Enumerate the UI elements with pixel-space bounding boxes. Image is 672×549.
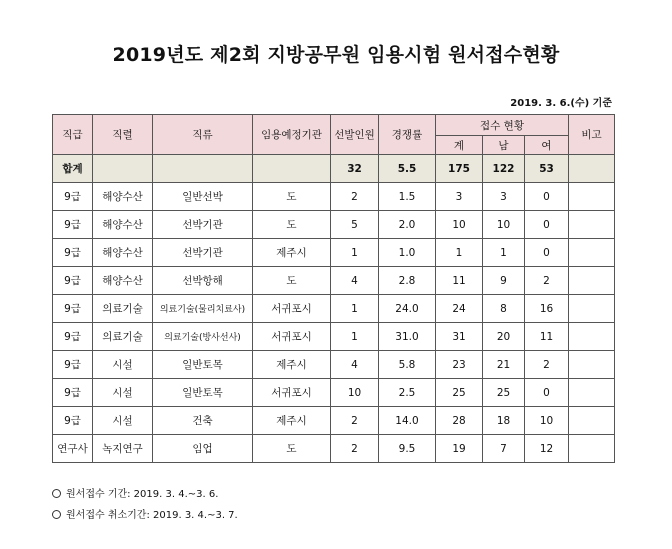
header-ratio: 경쟁률 (379, 115, 436, 155)
cell-grade: 9급 (53, 295, 93, 323)
cell-class: 건축 (153, 407, 253, 435)
cell-male: 8 (483, 295, 525, 323)
header-applications: 접수 현황 (436, 115, 569, 136)
cell-total: 24 (436, 295, 483, 323)
applications-table (52, 114, 615, 463)
cell-ratio: 5.8 (379, 351, 436, 379)
cell-class: 선박기관 (153, 211, 253, 239)
cell-remarks (569, 407, 615, 435)
total-row (53, 155, 615, 183)
cell-quota: 2 (331, 435, 379, 463)
cell-grade: 9급 (53, 351, 93, 379)
cell-remarks (569, 183, 615, 211)
cell-grade: 9급 (53, 211, 93, 239)
cell-remarks (569, 211, 615, 239)
table-row (53, 267, 615, 295)
cell-ratio: 9.5 (379, 435, 436, 463)
note-item (52, 505, 238, 526)
cell-ratio: 2.0 (379, 211, 436, 239)
cell-series: 해양수산 (93, 183, 153, 211)
cell-ratio: 1.5 (379, 183, 436, 211)
cell-quota: 1 (331, 295, 379, 323)
cell-male: 9 (483, 267, 525, 295)
cell-grade: 9급 (53, 239, 93, 267)
cell-female: 10 (525, 407, 569, 435)
cell-female: 16 (525, 295, 569, 323)
cell-remarks (569, 267, 615, 295)
cell-remarks (569, 351, 615, 379)
cell-series: 의료기술 (93, 295, 153, 323)
cell-female: 2 (525, 351, 569, 379)
cell-female: 0 (525, 183, 569, 211)
cell-ratio: 1.0 (379, 239, 436, 267)
header-male: 남 (483, 136, 525, 155)
total-label: 합계 (53, 155, 93, 183)
notes (52, 484, 238, 526)
total-cell-empty (93, 155, 153, 183)
cell-class: 임업 (153, 435, 253, 463)
cell-agency: 제주시 (253, 407, 331, 435)
table-row (53, 351, 615, 379)
header-total: 계 (436, 136, 483, 155)
table-row (53, 323, 615, 351)
cell-series: 의료기술 (93, 323, 153, 351)
cell-female: 12 (525, 435, 569, 463)
cell-class: 일반토목 (153, 379, 253, 407)
cell-series: 해양수산 (93, 267, 153, 295)
cell-grade: 9급 (53, 183, 93, 211)
cell-class: 일반선박 (153, 183, 253, 211)
cell-series: 시설 (93, 407, 153, 435)
cell-ratio: 2.8 (379, 267, 436, 295)
cell-total: 10 (436, 211, 483, 239)
table-row (53, 239, 615, 267)
note-text: 원서접수 취소기간: 2019. 3. 4.~3. 7. (66, 510, 238, 521)
cell-class: 의료기술(물리치료사) (153, 295, 253, 323)
cell-quota: 2 (331, 183, 379, 211)
cell-quota: 4 (331, 267, 379, 295)
cell-agency: 도 (253, 183, 331, 211)
cell-series: 시설 (93, 351, 153, 379)
cell-agency: 도 (253, 267, 331, 295)
cell-total: 31 (436, 323, 483, 351)
cell-remarks (569, 239, 615, 267)
cell-grade: 9급 (53, 379, 93, 407)
total-cell-empty (253, 155, 331, 183)
cell-series: 해양수산 (93, 211, 153, 239)
cell-grade: 9급 (53, 407, 93, 435)
total-male: 122 (483, 155, 525, 183)
cell-quota: 2 (331, 407, 379, 435)
cell-class: 선박기관 (153, 239, 253, 267)
total-applicants: 175 (436, 155, 483, 183)
total-ratio: 5.5 (379, 155, 436, 183)
cell-class: 의료기술(방사선사) (153, 323, 253, 351)
cell-series: 시설 (93, 379, 153, 407)
circle-bullet-icon (52, 510, 61, 519)
cell-ratio: 24.0 (379, 295, 436, 323)
reference-date: 2019. 3. 6.(수) 기준 (510, 98, 612, 109)
cell-female: 0 (525, 379, 569, 407)
cell-remarks (569, 435, 615, 463)
cell-series: 녹지연구 (93, 435, 153, 463)
cell-total: 28 (436, 407, 483, 435)
cell-ratio: 14.0 (379, 407, 436, 435)
cell-agency: 서귀포시 (253, 323, 331, 351)
total-remarks (569, 155, 615, 183)
cell-female: 11 (525, 323, 569, 351)
cell-total: 25 (436, 379, 483, 407)
table-row (53, 435, 615, 463)
cell-remarks (569, 295, 615, 323)
table-row (53, 379, 615, 407)
cell-quota: 4 (331, 351, 379, 379)
cell-grade: 9급 (53, 323, 93, 351)
cell-remarks (569, 323, 615, 351)
cell-class: 선박항해 (153, 267, 253, 295)
cell-male: 1 (483, 239, 525, 267)
total-quota: 32 (331, 155, 379, 183)
cell-quota: 1 (331, 323, 379, 351)
cell-quota: 5 (331, 211, 379, 239)
header-remarks: 비고 (569, 115, 615, 155)
cell-quota: 10 (331, 379, 379, 407)
header-class: 직류 (153, 115, 253, 155)
cell-agency: 제주시 (253, 351, 331, 379)
total-female: 53 (525, 155, 569, 183)
cell-ratio: 2.5 (379, 379, 436, 407)
header-series: 직렬 (93, 115, 153, 155)
note-item (52, 484, 238, 505)
table-row (53, 407, 615, 435)
cell-class: 일반토목 (153, 351, 253, 379)
cell-total: 23 (436, 351, 483, 379)
header-agency: 임용예정기관 (253, 115, 331, 155)
cell-male: 10 (483, 211, 525, 239)
cell-male: 20 (483, 323, 525, 351)
total-cell-empty (153, 155, 253, 183)
header-grade: 직급 (53, 115, 93, 155)
header-quota: 선발인원 (331, 115, 379, 155)
cell-agency: 서귀포시 (253, 379, 331, 407)
cell-series: 해양수산 (93, 239, 153, 267)
table-row (53, 183, 615, 211)
cell-female: 0 (525, 239, 569, 267)
table-row (53, 295, 615, 323)
cell-agency: 서귀포시 (253, 295, 331, 323)
cell-total: 1 (436, 239, 483, 267)
cell-quota: 1 (331, 239, 379, 267)
cell-remarks (569, 379, 615, 407)
cell-male: 7 (483, 435, 525, 463)
cell-agency: 도 (253, 435, 331, 463)
table-row (53, 211, 615, 239)
cell-total: 19 (436, 435, 483, 463)
cell-female: 0 (525, 211, 569, 239)
cell-male: 25 (483, 379, 525, 407)
cell-agency: 도 (253, 211, 331, 239)
cell-total: 11 (436, 267, 483, 295)
note-text: 원서접수 기간: 2019. 3. 4.~3. 6. (66, 489, 219, 500)
circle-bullet-icon (52, 489, 61, 498)
cell-male: 21 (483, 351, 525, 379)
cell-agency: 제주시 (253, 239, 331, 267)
cell-grade: 연구사 (53, 435, 93, 463)
page-title: 2019년도 제2회 지방공무원 임용시험 원서접수현황 (112, 44, 560, 66)
cell-male: 3 (483, 183, 525, 211)
cell-total: 3 (436, 183, 483, 211)
cell-grade: 9급 (53, 267, 93, 295)
cell-female: 2 (525, 267, 569, 295)
cell-ratio: 31.0 (379, 323, 436, 351)
header-female: 여 (525, 136, 569, 155)
cell-male: 18 (483, 407, 525, 435)
